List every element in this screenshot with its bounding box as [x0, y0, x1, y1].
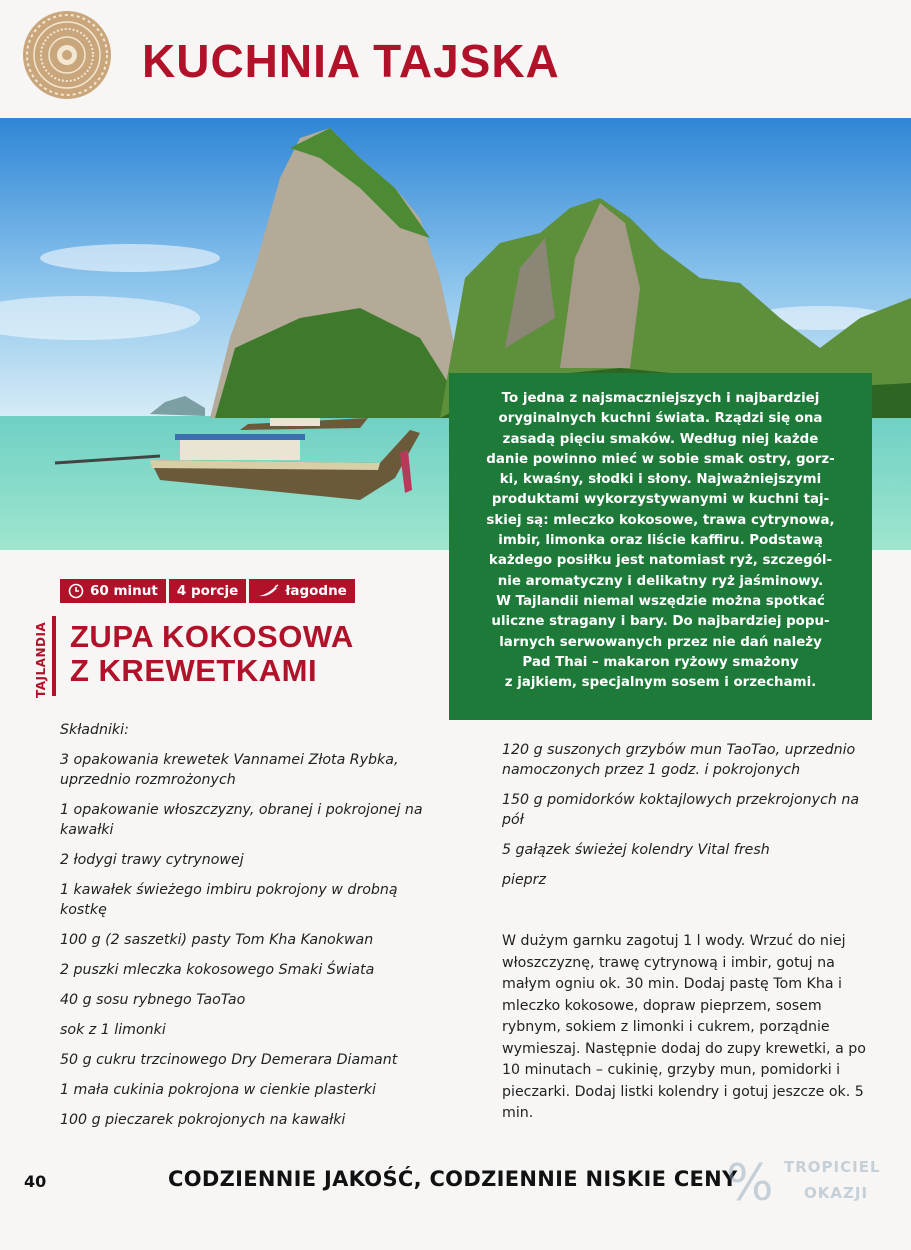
ingredient-item: 100 g (2 saszetki) pasty Tom Kha Kanokwan — [60, 932, 374, 948]
country-label: TAJLANDIA — [34, 621, 48, 698]
intro-line: oryginalnych kuchni świata. Rządzi się ona — [498, 411, 823, 427]
percent-icon: % — [726, 1154, 774, 1212]
preparation-method: W dużym garnku zagotuj 1 l wody. Wrzuć do niej włoszczyznę, trawę cytrynową i imbir, gotuj na małym ogniu ok. 30 min. Dodaj pastę Tom Kha i mleczko kokosowe, dopraw pieprzem, sosem rybnym, sokiem z limonki i cukrem, porządnie wymieszaj. Następnie dodaj do zupy krewetki, a po 10 minutach – cukinię, grzyby mun, pomidorki i pieczarki. Dodaj listki kolendry i gotuj jeszcze ok. 5 min. — [502, 933, 866, 1121]
ingredient-item: 1 opakowanie włoszczyzny, obranej i pokrojonej na kawałki — [60, 802, 423, 838]
country-divider — [52, 616, 56, 696]
ingredient-item: sok z 1 limonki — [60, 1022, 166, 1038]
intro-line: To jedna z najsmaczniejszych i najbardziej — [501, 391, 820, 406]
page-number: 40 — [24, 1172, 47, 1191]
ingredient-item: 40 g sosu rybnego TaoTao — [60, 992, 246, 1008]
intro-line: larnych serwowanych przez nie dań należy — [499, 634, 822, 650]
time-badge — [60, 579, 166, 603]
spice-label: łagodne — [285, 583, 347, 599]
ingredient-item: 1 mała cukinia pokrojona w cienkie plasterki — [60, 1082, 376, 1098]
intro-line: imbir, limonka oraz liście kaffiru. Podstawą — [498, 533, 823, 549]
intro-line: każdego posiłku jest natomiast ryż, szczegól- — [488, 553, 833, 569]
ingredient-item: pieprz — [502, 872, 546, 888]
intro-line: danie powinno mieć w sobie smak ostry, gorz- — [486, 451, 835, 467]
clock-icon — [68, 583, 84, 599]
ingredient-item: 50 g cukru trzcinowego Dry Demerara Diamant — [60, 1052, 398, 1068]
intro-line: skiej są: mleczko kokosowe, trawa cytrynowa, — [486, 512, 835, 528]
mandala-emblem-icon — [22, 10, 112, 100]
section-title: KUCHNIA TAJSKA — [142, 35, 560, 87]
spice-badge — [249, 579, 355, 603]
ingredient-item: 2 łodygi trawy cytrynowej — [60, 852, 244, 868]
intro-line: zasadą pięciu smaków. Według niej każde — [502, 431, 819, 447]
ingredients-right-column — [502, 740, 882, 900]
watermark-line2: OKAZJI — [804, 1184, 869, 1202]
intro-line: produktami wykorzystywanymi w kuchni taj- — [491, 492, 830, 508]
intro-text-box — [449, 373, 872, 720]
intro-line: ki, kwaśny, słodki i słony. Najważniejszymi — [499, 472, 822, 488]
intro-line: Pad Thai – makaron ryżowy smażony — [522, 654, 799, 670]
recipe-badges — [60, 579, 355, 603]
ingredient-item: 150 g pomidorków koktajlowych przekrojonych na pół — [502, 792, 860, 828]
intro-line: uliczne stragany i bary. Do najbardziej popu- — [491, 614, 830, 630]
recipe-title — [70, 620, 354, 688]
portions-badge — [169, 579, 246, 603]
recipe-title-line2: Z KREWETKAMI — [70, 653, 318, 688]
ingredient-item: 120 g suszonych grzybów mun TaoTao, uprzednio namoczonych przez 1 godz. i pokrojonych — [502, 742, 856, 778]
ingredient-item: 1 kawałek świeżego imbiru pokrojony w drobną kostkę — [60, 882, 398, 918]
ingredient-item: 3 opakowania krewetek Vannamei Złota Rybka, uprzednio rozmrożonych — [60, 752, 399, 788]
ingredient-item: 100 g pieczarek pokrojonych na kawałki — [60, 1112, 346, 1128]
intro-line: W Tajlandii niemal wszędzie można spotkać — [496, 593, 825, 609]
chili-pepper-icon — [257, 584, 279, 598]
ingredients-heading: Składniki: — [60, 722, 129, 738]
ingredients-left-column — [60, 720, 440, 1140]
time-label: 60 minut — [90, 583, 158, 599]
intro-line: nie aromatyczny i delikatny ryż jaśminowy. — [497, 573, 824, 589]
portions-label: 4 porcje — [176, 583, 239, 599]
ingredient-item: 5 gałązek świeżej kolendry Vital fresh — [502, 842, 770, 858]
ingredient-item: 2 puszki mleczka kokosowego Smaki Świata — [60, 962, 375, 978]
footer-slogan: CODZIENNIE JAKOŚĆ, CODZIENNIE NISKIE CENY — [168, 1167, 738, 1191]
intro-line: z jajkiem, specjalnym sosem i orzechami. — [504, 675, 817, 691]
recipe-title-line1: ZUPA KOKOSOWA — [70, 619, 354, 654]
watermark-logo — [726, 1152, 898, 1218]
watermark-line1: TROPICIEL — [784, 1158, 881, 1176]
